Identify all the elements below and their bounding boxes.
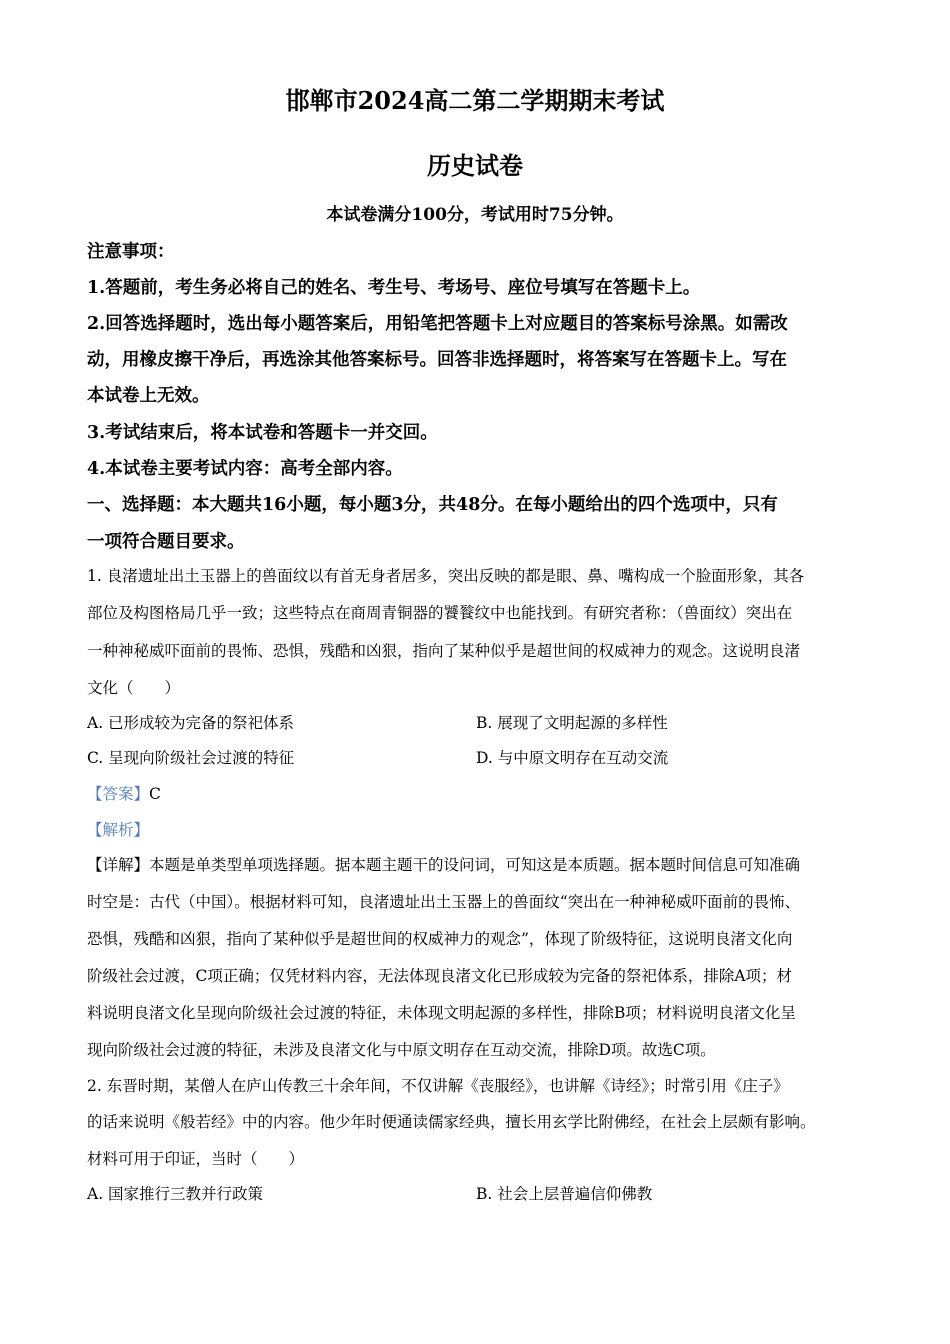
section-heading: 一、选择题：本大题共16小题，每小题3分，共48分。在每小题给出的四个选项中，只有 [87,495,778,515]
question-1-detail: 阶级社会过渡，C项正确；仅凭材料内容，无法体现良渚文化已形成较为完备的祭祀体系，排除A项；材 [87,967,793,985]
notice-line: 4.本试卷主要考试内容：高考全部内容。 [87,459,403,479]
question-2-text: 材料可用于印证，当时（ ） [87,1150,305,1168]
question-2-text: 的话来说明《般若经》中的内容。他少年时便通读儒家经典，擅长用玄学比附佛经，在社会上层颇有影响。 [87,1113,816,1131]
question-2-option-b: B. 社会上层普遍信仰佛教 [476,1185,653,1203]
question-1-detail: 料说明良渚文化呈现向阶级社会过渡的特征，未体现文明起源的多样性，排除B项；材料说明良渚文化呈 [87,1004,796,1022]
question-1-text: 文化（ ） [87,679,181,697]
question-1-detail: 现向阶级社会过渡的特征，未涉及良渚文化与中原文明存在互动交流，排除D项。故选C项。 [87,1041,716,1059]
question-1-option-d: D. 与中原文明存在互动交流 [476,749,669,767]
exam-title: 邯郸市2024高二第二学期期末考试 [285,86,665,115]
notice-heading: 注意事项： [87,242,175,262]
question-1-detail: 【详解】本题是单类型单项选择题。据本题主题干的设问词，可知这是本质题。据本题时间信息可知准确 [87,856,801,874]
exam-subject: 历史试卷 [427,151,523,180]
question-1-text: 1. 良渚遗址出土玉器上的兽面纹以有首无身者居多，突出反映的都是眼、鼻、嘴构成一个脸面形象，其各 [87,567,805,585]
notice-line: 2.回答选择题时，选出每小题答案后，用铅笔把答题卡上对应题目的答案标号涂黑。如需改 [87,314,788,334]
question-2-text: 2. 东晋时期，某僧人在庐山传教三十余年间，不仅讲解《丧服经》，也讲解《诗经》；时常引用《庄子》 [87,1077,789,1095]
question-1-text: 一种神秘威吓面前的畏怖、恐惧，残酷和凶狠，指向了某种似乎是超世间的权威神力的观念。这说明良渚 [87,642,801,660]
notice-line: 动，用橡皮擦干净后，再选涂其他答案标号。回答非选择题时，将答案写在答题卡上。写在 [87,350,787,370]
notice-line: 本试卷上无效。 [87,386,210,406]
question-1-option-a: A. 已形成较为完备的祭祀体系 [87,714,295,732]
question-1-option-c: C. 呈现向阶级社会过渡的特征 [87,749,295,767]
question-1-option-b: B. 展现了文明起源的多样性 [476,714,668,732]
answer-value: C [149,785,161,803]
notice-line: 3.考试结束后，将本试卷和答题卡一并交回。 [87,423,438,443]
notice-line: 1.答题前，考生务必将自己的姓名、考生号、考场号、座位号填写在答题卡上。 [87,278,701,298]
answer-label: 【答案】 [87,785,150,803]
question-1-detail: 恐惧，残酷和凶狠，指向了某种似乎是超世间的权威神力的观念”，体现了阶级特征，这说明良渚文化向 [87,930,793,948]
section-heading: 一项符合题目要求。 [87,532,245,552]
question-1-detail: 时空是：古代（中国）。根据材料可知，良渚遗址出土玉器上的兽面纹“突出在一种神秘威吓面前的畏怖、 [87,893,801,911]
question-1-text: 部位及构图格局几乎一致；这些特点在商周青铜器的饕餮纹中也能找到。有研究者称：（兽面纹）突出在 [87,604,793,622]
question-1-analysis-label: 【解析】 [87,821,150,839]
question-1-answer [87,783,867,805]
score-info: 本试卷满分100分，考试用时75分钟。 [326,205,624,225]
question-2-option-a: A. 国家推行三教并行政策 [87,1185,264,1203]
